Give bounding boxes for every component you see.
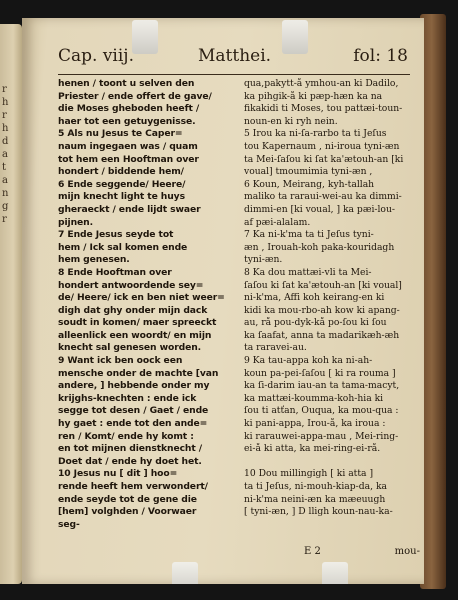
page-clip	[322, 562, 348, 584]
text-line: 6 Koun, Meirang, kyh-tallah	[244, 178, 375, 190]
text-line: alleenlick een woordt/ en mijn	[58, 329, 212, 341]
text-line: die Moses gheboden heeft /	[58, 103, 200, 115]
facing-page-letter: r	[2, 84, 7, 95]
text-line: ki rarauwei-appa-mau , Mei-ring-	[244, 430, 399, 442]
catchword: mou-	[394, 546, 420, 557]
facing-page-letter: d	[2, 136, 9, 147]
text-line: en tot mijnen dienstknecht /	[58, 443, 203, 455]
text-line: fikakidi ti Moses, tou pattæi-toun-	[244, 103, 403, 115]
facing-page-edge	[0, 24, 22, 584]
text-line: kidi ka mou-rbo-ah kow ki apang-	[244, 304, 400, 316]
text-line: krijghs-knechten : ende ick	[58, 392, 197, 404]
text-line: de/ Heere/ ick en ben niet weer=	[58, 292, 225, 304]
text-line: gheraeckt / ende lijdt swaer	[58, 203, 201, 215]
text-line: ka ſaafat, anna ta madarikæh-æh	[244, 329, 400, 341]
text-line: pijnen.	[58, 216, 93, 228]
text-line: æn , Irouah-koh paka-kouridagh	[244, 241, 395, 253]
text-line: soudt in komen/ maer spreeckt	[58, 317, 217, 329]
facing-page-letter: h	[2, 97, 9, 108]
facing-page-letter: r	[2, 214, 7, 225]
text-line: ta raravei-au.	[244, 342, 307, 354]
text-line: ei-å ki atta, ka mei-ring-ei-rå.	[244, 443, 381, 455]
text-line: ende seyde tot de gene die	[58, 493, 197, 505]
text-line: tou Kapernaum , ni-iroua tyni-æn	[244, 140, 400, 152]
text-line: andere, ] hebbende onder my	[58, 380, 210, 392]
text-line: ka mattæi-koumma-koh-hia ki	[244, 392, 384, 404]
text-line: 8 Ende Hooftman over	[58, 266, 172, 278]
text-line: 9 Want ick ben oock een	[58, 355, 183, 367]
text-line: 10 Jesus nu [ dit ] hoo=	[58, 468, 178, 480]
text-line: rende heeft hem verwondert/	[58, 481, 208, 492]
facing-page-letter: a	[2, 175, 8, 186]
text-line: 6 Ende seggende/ Heere/	[58, 178, 186, 190]
text-line	[244, 456, 420, 469]
text-line: ta ti Jeſus, ni-mouh-kiap-da, ka	[244, 481, 387, 492]
text-line: henen / toont u selven den	[58, 78, 195, 89]
facing-page-letter: n	[2, 188, 9, 199]
folio-number: fol: 18	[353, 46, 408, 66]
text-line: hy gaet : ende tot den ande=	[58, 418, 208, 430]
text-line: hem genesen.	[58, 254, 130, 266]
text-line: qua,pakytt-å ymhou-an ki Dadilo,	[244, 78, 399, 89]
text-line: naum ingegaen was / quam	[58, 140, 198, 152]
header-rule	[58, 74, 410, 75]
book-title: Matthei.	[198, 46, 272, 66]
text-line: ta Mei-ſaſou ki ſat ka'ætouh-an [ki	[244, 153, 404, 165]
text-line: 9 Ka tau-appa koh ka ni-ah-	[244, 355, 373, 367]
text-line: af pæi-alalam.	[244, 216, 311, 228]
text-line: au, rå pou-dyk-kå po-ſou ki ſou	[244, 317, 387, 329]
text-line: voual] tmoumimia tyni-æn ,	[244, 166, 373, 178]
text-line: [ tyni-æn, ] D lligh koun-nau-ka-	[244, 506, 393, 518]
text-line: knecht sal genesen worden.	[58, 342, 202, 354]
text-line: tyni-æn.	[244, 254, 283, 266]
text-line: ren / Komt/ ende hy komt :	[58, 430, 194, 442]
text-line: koun pa-pei-ſaſou [ ki ra rouma ]	[244, 367, 396, 379]
text-line: 7 Ende Jesus seyde tot	[58, 229, 174, 241]
text-line: tot hem een Hooftman over	[58, 153, 199, 165]
text-line: digh dat ghy onder mijn dack	[58, 304, 208, 316]
page-clip	[172, 562, 198, 584]
text-line: ni-k'ma neini-æn ka mæeuugh	[244, 493, 386, 505]
text-line: ka ſi-darim iau-an ta tama-macyt,	[244, 380, 400, 392]
facing-page-letter: a	[2, 149, 8, 160]
text-line: hem / Ick sal komen ende	[58, 241, 188, 253]
text-line: mensche onder de machte [van	[58, 367, 219, 379]
text-line: hondert / biddende hem/	[58, 166, 184, 178]
text-line: hondert antwoordende sey=	[58, 279, 204, 291]
dutch-text-column	[58, 78, 234, 531]
text-line: ka pihgik-å ki pæp-hæn ka na	[244, 90, 383, 102]
text-line: Doet dat / ende hy doet het.	[58, 455, 202, 467]
text-line: haer tot een getuygenisse.	[58, 115, 196, 127]
text-line: ki pani-appa, Irou-å, ka iroua :	[244, 418, 386, 430]
text-line: ſaſou ki ſat ka'ætouh-an [ki voual]	[244, 279, 402, 291]
text-line: maliko ta raraui-wei-au ka dimmi-	[244, 191, 402, 203]
text-line: ni-k'ma, Affi koh keirang-en ki	[244, 292, 385, 304]
text-line: ſou ti atťan, Ouqua, ka mou-qua :	[244, 405, 399, 417]
text-line: 5 Als nu Jesus te Caper=	[58, 128, 183, 140]
text-line: seg-	[58, 518, 80, 530]
book-page	[22, 18, 424, 584]
text-line: 8 Ka dou mattæi-vli ta Mei-	[244, 266, 372, 278]
formosan-text-column	[244, 78, 420, 519]
text-line: dimmi-en [ki voual, ] ka pæi-lou-	[244, 203, 395, 215]
text-line: mijn knecht light te huys	[58, 191, 185, 203]
text-line: Priester / ende offert de gave/	[58, 90, 212, 102]
running-header	[58, 46, 408, 72]
chapter-label: Cap. viij.	[58, 46, 134, 66]
text-line: [hem] volghden / Voorwaer	[58, 506, 197, 518]
facing-page-letter: r	[2, 110, 7, 121]
facing-page-letter: t	[2, 162, 7, 173]
signature-mark: E 2	[304, 546, 321, 557]
facing-page-letter: h	[2, 123, 9, 134]
text-line: 10 Dou millingigh [ ki atta ]	[244, 468, 374, 480]
text-line: noun-en ki ryh nein.	[244, 115, 338, 127]
text-line: 5 Irou ka ni-ſa-rarbo ta ti Jeſus	[244, 128, 387, 140]
text-line: 7 Ka ni-k'ma ta ti Jeſus tyni-	[244, 229, 374, 241]
text-line: segge tot desen / Gaet / ende	[58, 405, 209, 417]
facing-page-letter: g	[2, 201, 9, 212]
